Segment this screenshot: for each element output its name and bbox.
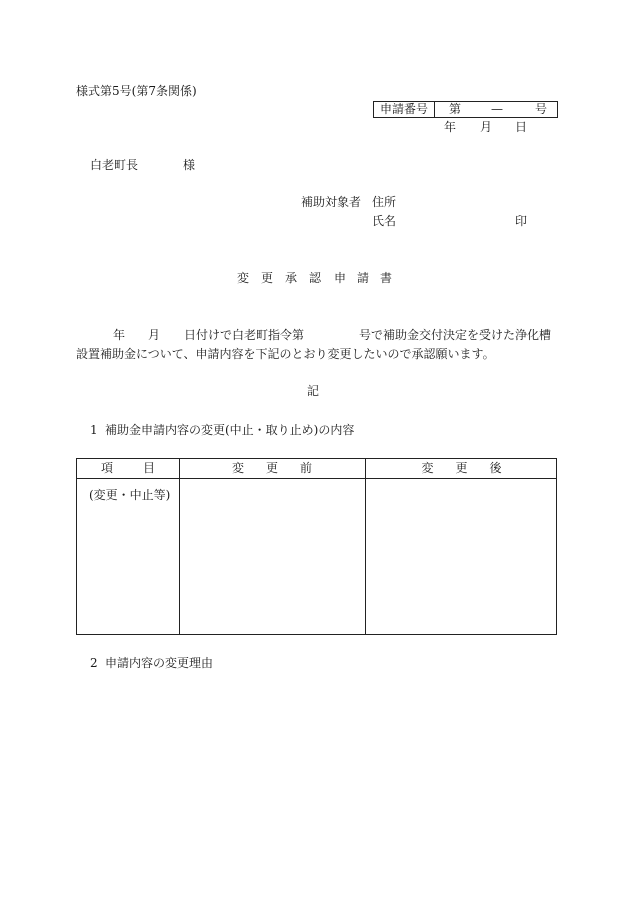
section1-title: 補助金申請内容の変更(中止・取り止め)の内容 <box>105 423 355 437</box>
header-before: 変 更 前 <box>231 461 313 475</box>
table-cell-before[interactable] <box>180 479 365 634</box>
date-month-label: 月 <box>480 120 493 134</box>
body-year-label: 年 <box>113 328 126 342</box>
date-year-label: 年 <box>444 120 457 134</box>
body-text-line2: 設置補助金について、申請内容を下記のとおり変更したいので承認願います。 <box>76 347 495 361</box>
body-text-line1a: 日付けで白老町指令第 <box>184 328 305 342</box>
document-title-char: 書 <box>380 271 393 285</box>
addressee-honorific: 様 <box>183 158 196 172</box>
header-after: 変 更 後 <box>421 461 502 475</box>
document-title-char: 変 <box>237 271 250 285</box>
application-number-suffix: 号 <box>535 102 548 116</box>
address-label: 住所 <box>372 195 397 209</box>
addressee-title: 白老町長 <box>90 158 139 172</box>
document-title-char: 承 <box>285 271 298 285</box>
table-cell-after[interactable] <box>366 479 556 634</box>
body-text-line1b: 号で補助金交付決定を受けた浄化槽 <box>359 328 552 342</box>
application-number-box <box>373 101 558 118</box>
body-month-label: 月 <box>148 328 161 342</box>
section2-number: 2 <box>90 656 98 670</box>
application-number-prefix: 第 <box>449 102 462 116</box>
applicant-label: 補助対象者 <box>301 195 362 209</box>
document-title-char: 請 <box>357 271 370 285</box>
section1-number: 1 <box>90 423 98 437</box>
section2-title: 申請内容の変更理由 <box>105 656 214 670</box>
ki-heading: 記 <box>307 384 320 398</box>
application-number-value[interactable] <box>435 102 557 117</box>
application-number-label: 申請番号 <box>374 102 435 117</box>
seal-mark: 印 <box>515 214 528 228</box>
document-title-char: 認 <box>309 271 322 285</box>
date-day-label: 日 <box>515 120 528 134</box>
document-title-char: 申 <box>334 271 347 285</box>
application-number-dash: — <box>491 102 503 116</box>
header-item: 項 目 <box>100 461 156 475</box>
change-table <box>76 458 557 635</box>
table-cell-item[interactable]: (変更・中止等) <box>89 488 171 502</box>
document-title-char: 更 <box>261 271 274 285</box>
form-label: 様式第5号(第7条関係) <box>76 84 197 98</box>
name-label: 氏名 <box>372 214 397 228</box>
